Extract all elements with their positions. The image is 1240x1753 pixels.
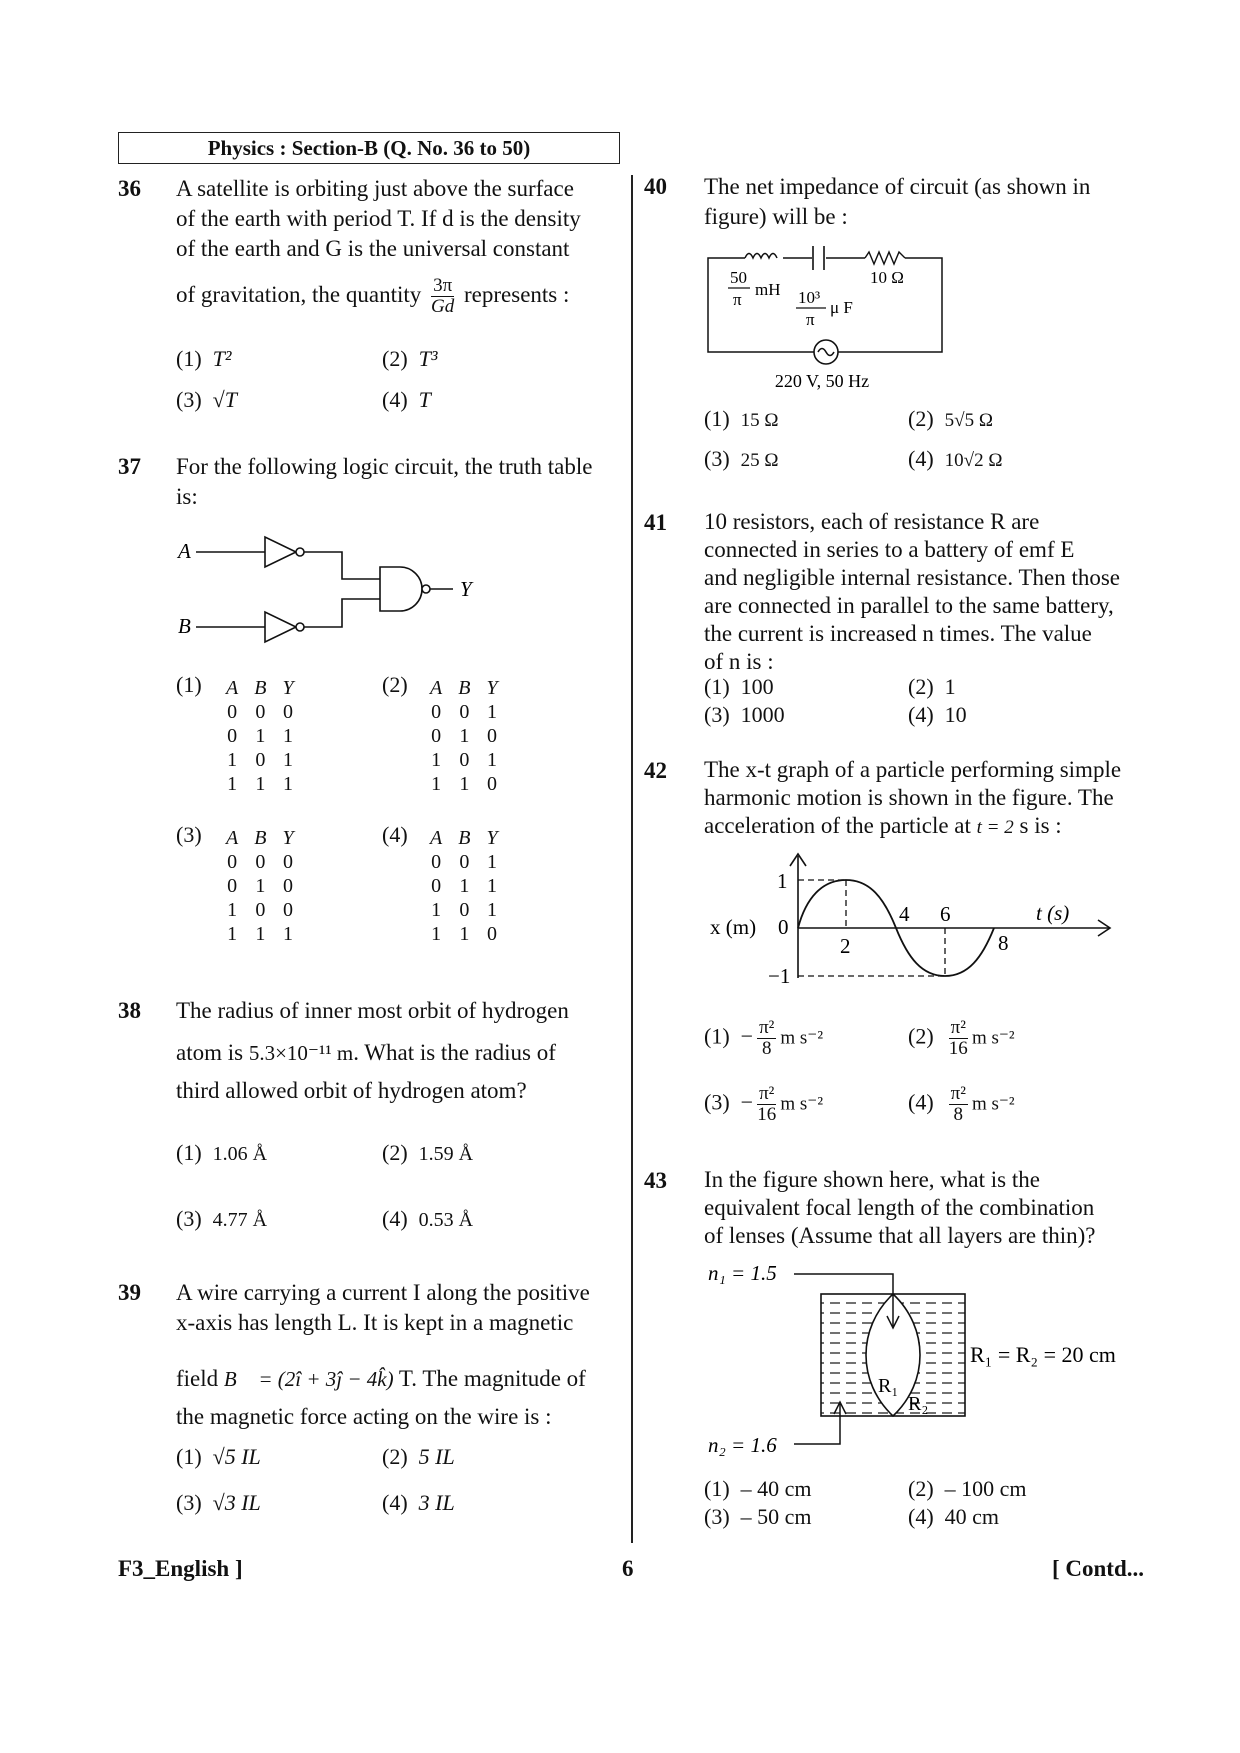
truth-table-cell: 1 <box>255 923 266 945</box>
truth-table-row <box>218 826 302 850</box>
truth-table-cell: 0 <box>487 725 497 747</box>
q41-line1: 10 resistors, each of resistance R are <box>704 509 1040 534</box>
capacitance-den: π <box>806 310 815 329</box>
q42-line1: The x-t graph of a particle performing simple <box>704 757 1122 782</box>
t-tick-2: 2 <box>840 934 851 958</box>
q39-line3 <box>176 1364 586 1394</box>
truth-table-cell: 0 <box>227 851 238 873</box>
truth-table-cell: 0 <box>227 875 238 897</box>
truth-table-cell: 0 <box>255 899 266 921</box>
q41-line4: are connected in parallel to the same battery, <box>704 593 1114 618</box>
q36-line1: A satellite is orbiting just above the surface <box>176 176 574 201</box>
q43-text <box>704 1166 1146 1250</box>
q39-line3c: T. The magnitude of <box>398 1366 586 1391</box>
q39-line1: A wire carrying a current I along the positive <box>176 1280 590 1305</box>
radii-label: R₁ = R₂ = 20 cm <box>970 1342 1116 1367</box>
q38-option-1[interactable]: (1) 1.06 Å <box>176 1140 268 1165</box>
truth-table-cell: 1 <box>283 773 293 795</box>
truth-table-row <box>218 850 302 874</box>
truth-table-cell: 1 <box>487 701 497 723</box>
q36-option-2[interactable]: (2) T³ <box>382 346 438 371</box>
capacitance-num: 10³ <box>798 288 821 307</box>
q41-line6: of n is : <box>704 649 774 674</box>
truth-table-cell: A <box>430 677 443 699</box>
footer-booklet-code: F3_English ] <box>118 1556 243 1581</box>
truth-table-cell: 1 <box>431 923 442 945</box>
truth-table-row <box>422 826 506 850</box>
q39-line2: x-axis has length L. It is kept in a magnetic <box>176 1310 574 1335</box>
truth-table-row <box>422 922 506 946</box>
truth-table-cell: 0 <box>459 749 470 771</box>
q39-line3a: field <box>176 1366 219 1391</box>
truth-table-row <box>422 850 506 874</box>
n2-label: n₂ = 1.6 <box>708 1433 777 1457</box>
q38-option-3[interactable]: (3) 4.77 Å <box>176 1206 268 1231</box>
q36-line2: of the earth with period T. If d is the density <box>176 206 581 231</box>
truth-table-row <box>422 874 506 898</box>
n1-label: n₁ = 1.5 <box>708 1261 777 1285</box>
t-tick-4: 4 <box>899 902 910 926</box>
y-tick-1: 1 <box>777 869 788 893</box>
truth-table-cell: 0 <box>487 773 497 795</box>
truth-table-row <box>218 700 302 724</box>
q40-option-1[interactable]: (1) 15 Ω <box>704 406 779 431</box>
truth-table-cell: Y <box>486 827 498 849</box>
truth-table-cell: 1 <box>283 725 293 747</box>
r1-label: R₁ <box>878 1375 899 1397</box>
q36-option-3[interactable]: (3) √T <box>176 387 237 412</box>
q37-truth-table-2 <box>422 676 506 796</box>
t-tick-8: 8 <box>998 931 1009 955</box>
y-tick-minus1: −1 <box>768 964 791 988</box>
footer-contd: [ Contd... <box>1051 1556 1144 1581</box>
input-a-label: A <box>178 539 191 563</box>
truth-table-cell: 1 <box>255 773 266 795</box>
not-gate-a <box>265 537 296 567</box>
footer-page-number: 6 <box>622 1556 634 1581</box>
q42-line3c: s is : <box>1019 813 1062 838</box>
q37-option-3-label[interactable]: (3) <box>176 822 202 847</box>
q43-option-4[interactable]: (4) 40 cm <box>908 1504 1000 1529</box>
truth-table-row <box>422 724 506 748</box>
truth-table-cell: 1 <box>283 923 293 945</box>
truth-table-cell: 0 <box>459 851 470 873</box>
q41-option-2[interactable]: (2) 1 <box>908 674 956 699</box>
q42-number: 42 <box>644 758 667 783</box>
q41-text <box>704 508 1146 676</box>
q40-option-2[interactable]: (2) 5√5 Ω <box>908 406 993 431</box>
truth-table-cell: 0 <box>487 923 497 945</box>
nand-gate <box>380 567 422 611</box>
q38-line3: third allowed orbit of hydrogen atom? <box>176 1078 527 1103</box>
truth-table-cell: 0 <box>227 701 238 723</box>
q39-option-4[interactable]: (4) 3 IL <box>382 1490 455 1515</box>
q42-option-4[interactable]: (4) $\frac{\text{π²}}{8}$ m s⁻² <box>908 1083 1015 1125</box>
truth-table-cell: 1 <box>487 875 497 897</box>
q37-line2: is: <box>176 484 198 509</box>
truth-table-cell: 0 <box>255 749 266 771</box>
truth-table-cell: Y <box>282 827 294 849</box>
truth-table-cell: 1 <box>227 773 238 795</box>
input-b-label: B <box>178 614 191 638</box>
truth-table-cell: 1 <box>227 923 238 945</box>
q41-line5: the current is increased n times. The value <box>704 621 1092 646</box>
q43-line1: In the figure shown here, what is the <box>704 1167 1040 1192</box>
q40-text <box>704 172 1149 232</box>
truth-table-cell: 0 <box>283 875 293 897</box>
q37-line1: For the following logic circuit, the truth table <box>176 454 593 479</box>
truth-table-cell: 0 <box>459 701 470 723</box>
q40-option-4[interactable]: (4) 10√2 Ω <box>908 446 1003 471</box>
truth-table-cell: 1 <box>459 773 470 795</box>
truth-table-row <box>422 772 506 796</box>
truth-table-cell: 0 <box>431 725 442 747</box>
truth-table-cell: 0 <box>431 875 442 897</box>
q43-line2: equivalent focal length of the combination <box>704 1195 1095 1220</box>
q36-line4 <box>176 276 569 317</box>
x-axis-label: x (m) <box>710 915 757 939</box>
q42-time-value: t = 2 <box>976 817 1014 838</box>
q41-option-3[interactable]: (3) 1000 <box>704 702 785 727</box>
q37-option-4-label[interactable]: (4) <box>382 822 408 847</box>
q43-line3: of lenses (Assume that all layers are thin)? <box>704 1223 1096 1248</box>
q39-line4: the magnetic force acting on the wire is : <box>176 1404 552 1429</box>
y-tick-0: 0 <box>778 915 789 939</box>
truth-table-row <box>218 772 302 796</box>
q41-option-4[interactable]: (4) 10 <box>908 702 967 727</box>
lens-combination-diagram <box>700 1258 1140 1458</box>
truth-table-cell: 1 <box>227 749 238 771</box>
q37-text <box>176 452 621 512</box>
t-axis-label: t (s) <box>1036 901 1070 925</box>
q38-line2c: . What is the radius of <box>353 1040 556 1065</box>
q36-line3: of the earth and G is the universal constant <box>176 236 570 261</box>
truth-table-cell: 0 <box>283 899 293 921</box>
truth-table-cell: 1 <box>227 899 238 921</box>
q41-number: 41 <box>644 510 667 535</box>
q37-truth-table-4 <box>422 826 506 946</box>
truth-table-cell: 1 <box>459 875 470 897</box>
q36-line4b: represents : <box>464 281 570 307</box>
section-header: Physics : Section-B (Q. No. 36 to 50) <box>118 132 620 164</box>
q42-line3a: acceleration of the particle at <box>704 813 971 838</box>
truth-table-cell: A <box>226 677 239 699</box>
q37-option-1-label[interactable]: (1) <box>176 672 202 697</box>
q40-number: 40 <box>644 174 667 199</box>
q38-value: 5.3×10⁻¹¹ m <box>248 1041 354 1065</box>
q37-option-2-label[interactable]: (2) <box>382 672 408 697</box>
truth-table-row <box>218 874 302 898</box>
q42-option-2[interactable]: (2) $\frac{\text{π²}}{16}$ m s⁻² <box>908 1017 1015 1059</box>
q36-frac-den: Gd <box>431 296 455 317</box>
q36-fraction <box>431 276 454 317</box>
q42-option-3[interactable]: (3) − $\frac{\text{π²}}{16}$ m s⁻² <box>704 1083 824 1125</box>
q39-option-2[interactable]: (2) 5 IL <box>382 1444 455 1469</box>
q39-text <box>176 1278 621 1338</box>
q40-option-3[interactable]: (3) 25 Ω <box>704 446 779 471</box>
q43-option-2[interactable]: (2) – 100 cm <box>908 1476 1027 1501</box>
truth-table-cell: Y <box>486 677 498 699</box>
q36-line4a: of gravitation, the quantity <box>176 281 422 307</box>
truth-table-row <box>422 700 506 724</box>
inductance-num: 50 <box>730 268 747 287</box>
truth-table-row <box>218 922 302 946</box>
q38-line2a: atom is <box>176 1040 244 1065</box>
truth-table-cell: 1 <box>459 923 470 945</box>
shm-xt-graph <box>700 850 1120 990</box>
truth-table-cell: Y <box>282 677 294 699</box>
resistance-label: 10 Ω <box>870 268 904 287</box>
q41-line2: connected in series to a battery of emf E <box>704 537 1075 562</box>
truth-table-cell: 1 <box>255 875 266 897</box>
q36-option-1[interactable]: (1) T² <box>176 346 232 371</box>
inductance-den: π <box>733 290 742 309</box>
truth-table-cell: 1 <box>431 749 442 771</box>
truth-table-cell: B <box>458 827 471 849</box>
truth-table-cell: B <box>254 827 267 849</box>
inductance-unit: mH <box>755 280 781 299</box>
truth-table-row <box>218 676 302 700</box>
q43-number: 43 <box>644 1168 667 1193</box>
truth-table-cell: 1 <box>487 899 497 921</box>
truth-table-cell: 0 <box>255 701 266 723</box>
truth-table-row <box>422 748 506 772</box>
q38-option-2[interactable]: (2) 1.59 Å <box>382 1140 474 1165</box>
truth-table-cell: 1 <box>459 725 470 747</box>
q38-option-4[interactable]: (4) 0.53 Å <box>382 1206 474 1231</box>
q36-frac-num: 3π <box>431 276 454 297</box>
truth-table-cell: 1 <box>487 851 497 873</box>
q42-line2: harmonic motion is shown in the figure. The <box>704 785 1114 810</box>
q36-text <box>176 174 621 264</box>
q36-option-4[interactable]: (4) T <box>382 387 431 412</box>
truth-table-cell: B <box>458 677 471 699</box>
truth-table-row <box>218 724 302 748</box>
logic-circuit-diagram <box>170 525 490 655</box>
truth-table-cell: 0 <box>255 851 266 873</box>
q36-number: 36 <box>118 176 141 201</box>
r2-label: R₂ <box>908 1393 929 1415</box>
t-tick-6: 6 <box>940 902 951 926</box>
truth-table-row <box>422 898 506 922</box>
q40-line2: figure) will be : <box>704 204 848 229</box>
truth-table-cell: A <box>226 827 239 849</box>
truth-table-row <box>218 898 302 922</box>
truth-table-cell: 0 <box>283 851 293 873</box>
output-y-label: Y <box>460 577 472 601</box>
q37-number: 37 <box>118 454 141 479</box>
lcr-circuit-diagram <box>700 240 960 395</box>
q42-text <box>704 756 1146 842</box>
truth-table-cell: 1 <box>283 749 293 771</box>
truth-table-cell: 0 <box>459 899 470 921</box>
truth-table-cell: 0 <box>227 725 238 747</box>
truth-table-cell: 1 <box>431 773 442 795</box>
q38-number: 38 <box>118 998 141 1023</box>
q38-line1: The radius of inner most orbit of hydrogen <box>176 998 569 1023</box>
truth-table-cell: B <box>254 677 267 699</box>
not-gate-b <box>265 612 296 642</box>
truth-table-row <box>422 676 506 700</box>
q39-option-1[interactable]: (1) √5 IL <box>176 1444 261 1469</box>
q42-option-1[interactable]: (1) − $\frac{\text{π²}}{8}$ m s⁻² <box>704 1017 824 1059</box>
q43-option-1[interactable]: (1) – 40 cm <box>704 1476 812 1501</box>
truth-table-cell: 0 <box>431 701 442 723</box>
truth-table-cell: 1 <box>487 749 497 771</box>
q40-line1: The net impedance of circuit (as shown in <box>704 174 1091 199</box>
q39-number: 39 <box>118 1280 141 1305</box>
truth-table-cell: 0 <box>431 851 442 873</box>
truth-table-cell: A <box>430 827 443 849</box>
column-divider <box>631 175 633 1543</box>
q39-option-3[interactable]: (3) √3 IL <box>176 1490 261 1515</box>
truth-table-row <box>218 748 302 772</box>
q38-line2 <box>176 1038 556 1068</box>
truth-table-cell: 1 <box>431 899 442 921</box>
capacitance-unit: μ F <box>830 298 853 317</box>
truth-table-cell: 0 <box>283 701 293 723</box>
q42-line3 <box>704 812 1146 842</box>
q41-line3: and negligible internal resistance. Then those <box>704 565 1120 590</box>
q37-truth-table-3 <box>218 826 302 946</box>
source-label: 220 V, 50 Hz <box>774 371 870 391</box>
q37-truth-table-1 <box>218 676 302 796</box>
truth-table-cell: 1 <box>255 725 266 747</box>
q41-option-1[interactable]: (1) 100 <box>704 674 774 699</box>
q39-field-vector: B⃗ = (2î + 3ĵ − 4k̂) <box>223 1367 394 1391</box>
q43-option-3[interactable]: (3) – 50 cm <box>704 1504 812 1529</box>
